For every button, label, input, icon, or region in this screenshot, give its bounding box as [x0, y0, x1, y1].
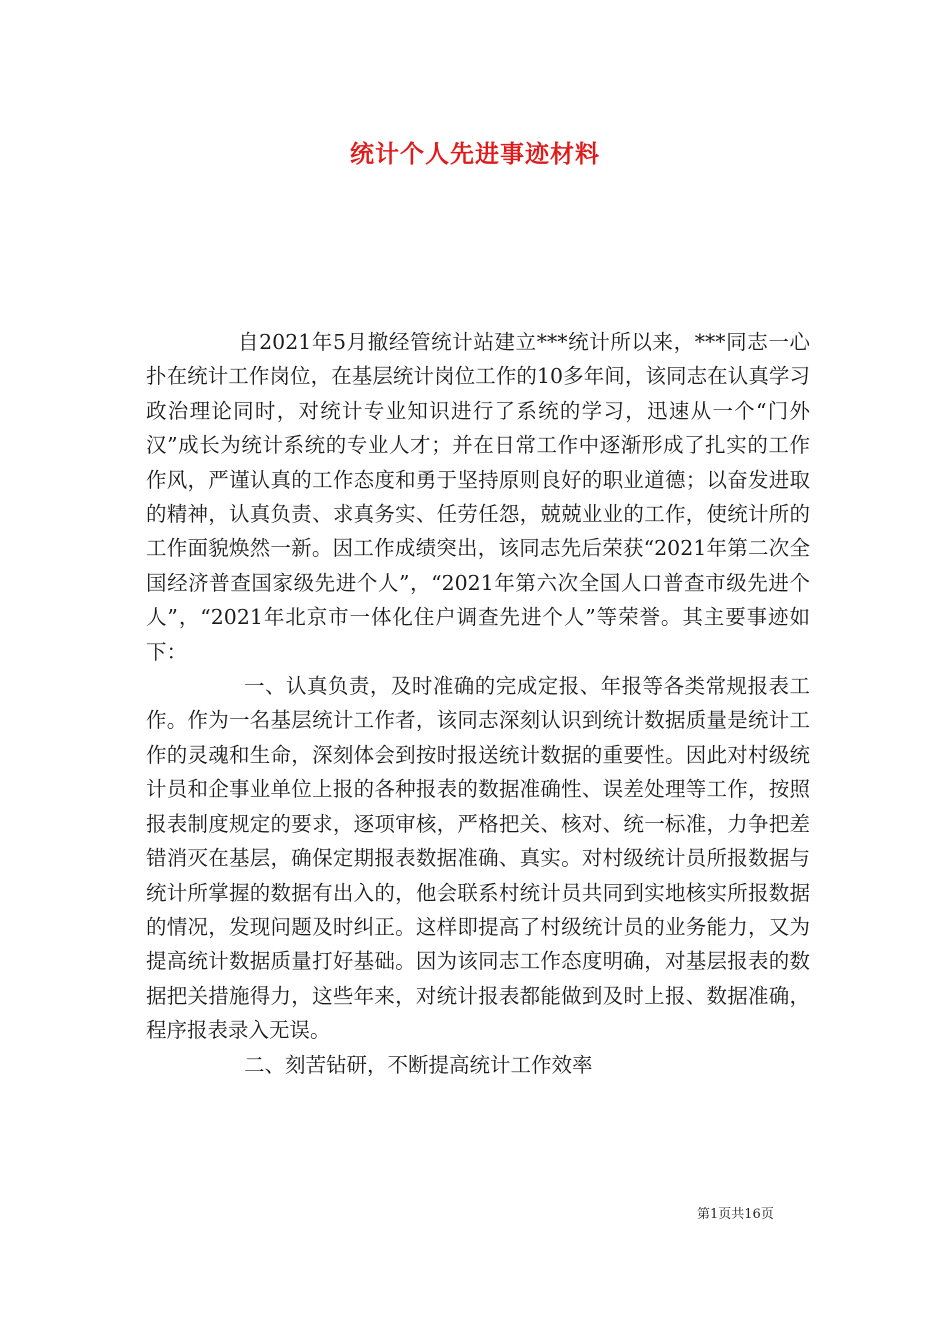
document-body	[146, 325, 810, 1082]
paragraph-intro: 自2021年5月撤经管统计站建立***统计所以来，***同志一心扑在统计工作岗位，在基层统计岗位工作的10多年间，该同志在认真学习政治理论同时，对统计专业知识进行了系统的学习，迅速从一个“门外汉”成长为统计系统的专业人才；并在日常工作中逐渐形成了扎实的工作作风，严谨认真的工作态度和勇于坚持原则良好的职业道德；以奋发进取的精神，认真负责、求真务实、任劳任怨，兢兢业业的工作，使统计所的工作面貌焕然一新。因工作成绩突出，该同志先后荣获“2021年第二次全国经济普查国家级先进个人”，“2021年第六次全国人口普查市级先进个人”，“2021年北京市一体化住户调查先进个人”等荣誉。其主要事迹如下：	[146, 330, 810, 664]
page-number-footer: 第1页共16页	[697, 1207, 774, 1222]
document-title: 统计个人先进事迹材料	[350, 139, 600, 168]
paragraph-section-one: 一、认真负责，及时准确的完成定报、年报等各类常规报表工作。作为一名基层统计工作者，该同志深刻认识到统计数据质量是统计工作的灵魂和生命，深刻体会到按时报送统计数据的重要性。因此对村级统计员和企事业单位上报的各种报表的数据准确性、误差处理等工作，按照报表制度规定的要求，逐项审核，严格把关、核对、统一标准，力争把差错消灭在基层，确保定期报表数据准确、真实。对村级统计员所报数据与统计所掌握的数据有出入的，他会联系村统计员共同到实地核实所报数据的情况，发现问题及时纠正。这样即提高了村级统计员的业务能力，又为提高统计数据质量打好基础。因为该同志工作态度明确，对基层报表的数据把关措施得力，这些年来，对统计报表都能做到及时上报、数据准确，程序报表录入无误。	[146, 674, 810, 1043]
paragraph-section-two-heading: 二、刻苦钻研，不断提高统计工作效率	[244, 1052, 593, 1077]
